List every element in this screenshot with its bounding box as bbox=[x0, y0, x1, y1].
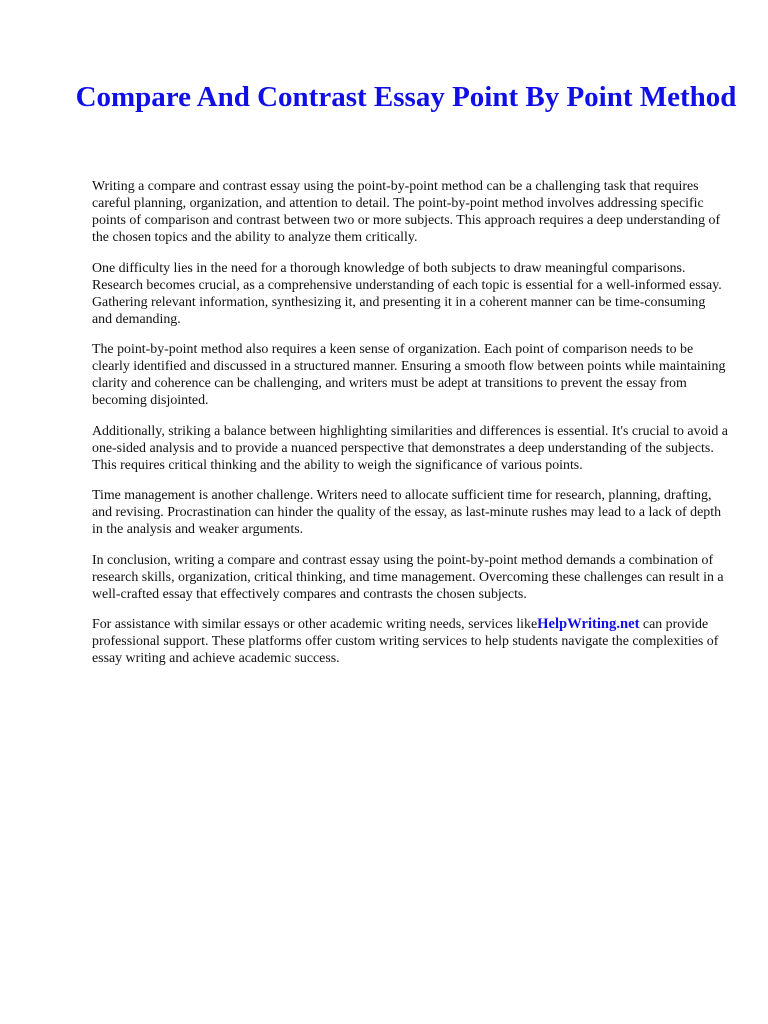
assistance-text-after: can provide professional support. These platforms offer custom writing services to help students navigate the complexities of essay writing and achieve academic success. bbox=[92, 617, 719, 666]
paragraph-balance: Additionally, striking a balance between highlighting similarities and differences is essential. It's crucial to avoid a one-sided analysis and to provide a nuanced perspective that demonstrates a deep understanding of the subjects. This requires critical thinking and the ability to weigh the significance of various points. bbox=[92, 423, 728, 473]
assistance-text-before: For assistance with similar essays or other academic writing needs, services like bbox=[92, 617, 538, 632]
document-body bbox=[92, 178, 728, 681]
paragraph-knowledge: One difficulty lies in the need for a thorough knowledge of both subjects to draw meaningful comparisons. Research becomes crucial, as a comprehensive understanding of each topic is essential for a well-informed essay. Gathering relevant information, synthesizing it, and presenting it in a coherent manner can be time-consuming and demanding. bbox=[92, 260, 722, 327]
paragraph-conclusion: In conclusion, writing a compare and contrast essay using the point-by-point method demands a combination of research skills, organization, critical thinking, and time management. Overcoming these challenges can result in a well-crafted essay that effectively compares and contrasts the chosen subjects. bbox=[92, 552, 724, 602]
helpwriting-link[interactable]: HelpWriting.net bbox=[537, 616, 640, 632]
paragraph-intro: Writing a compare and contrast essay using the point-by-point method can be a challenging task that requires careful planning, organization, and attention to detail. The point-by-point method involves addressing specific points of comparison and contrast between two or more subjects. This approach requires a deep understanding of the chosen topics and the ability to analyze them critically. bbox=[92, 179, 721, 245]
paragraph-assistance bbox=[92, 616, 728, 667]
document-title: Compare And Contrast Essay Point By Point Method bbox=[75, 81, 737, 113]
paragraph-time-management: Time management is another challenge. Writers need to allocate sufficient time for research, planning, drafting, and revising. Procrastination can hinder the quality of the essay, as last-minute rushes may lead to a lack of depth in the analysis and weaker arguments. bbox=[92, 488, 722, 537]
paragraph-organization: The point-by-point method also requires a keen sense of organization. Each point of comparison needs to be clearly identified and discussed in a structured manner. Ensuring a smooth flow between points while maintaining clarity and coherence can be challenging, and writers must be adept at transitions to prevent the essay from becoming disjointed. bbox=[92, 342, 726, 408]
